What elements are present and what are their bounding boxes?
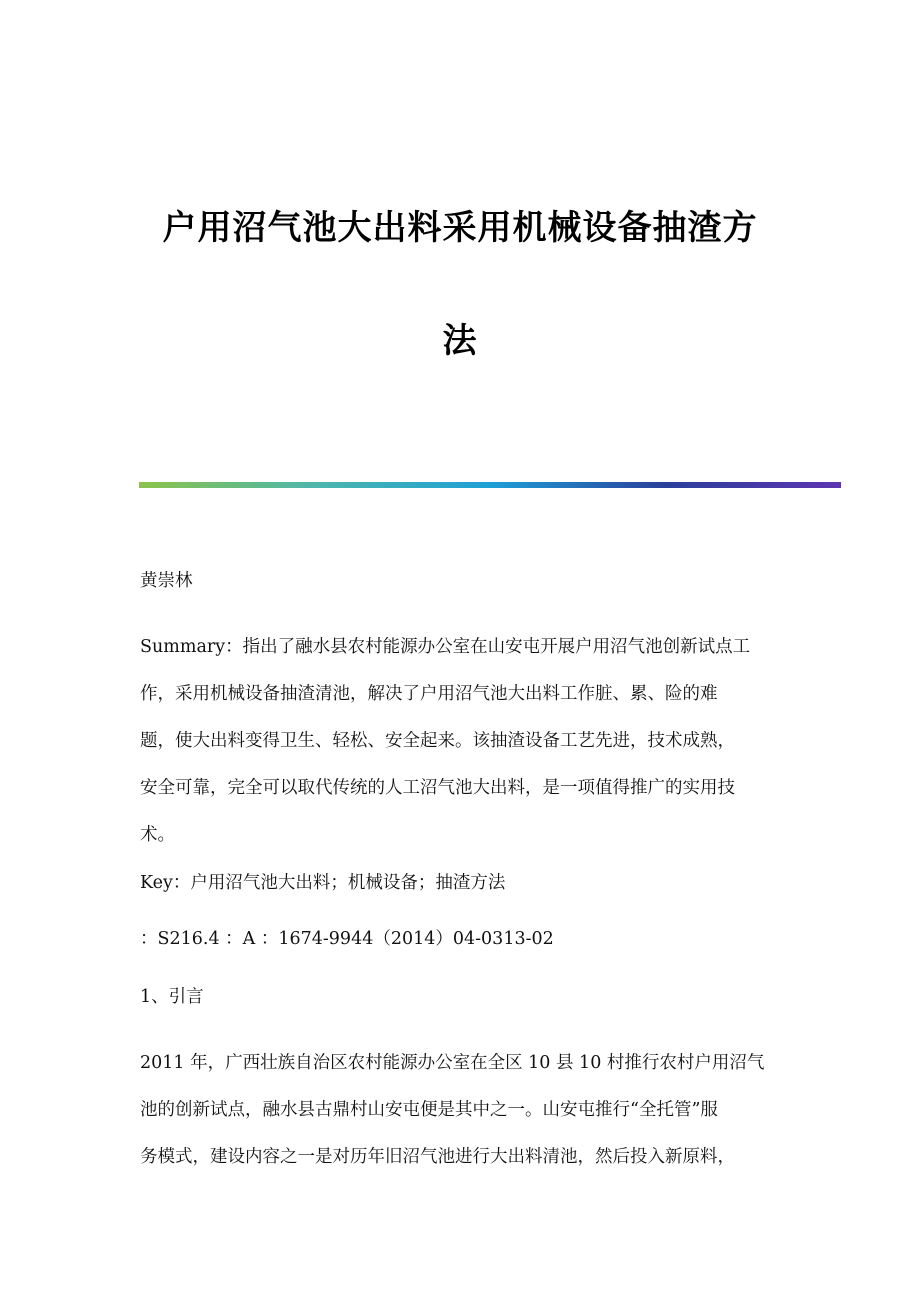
intro-line: 2011 年，广西壮族自治区农村能源办公室在全区 10 县 10 村推行农村户用沼气 — [140, 1053, 765, 1073]
section-heading: 1、引言 — [140, 987, 204, 1007]
title-divider — [139, 482, 841, 488]
classification-line: ：S216.4 ：A ：1674-9944（2014）04-0313-02 — [140, 929, 554, 949]
summary-line: 安全可靠，完全可以取代传统的人工沼气池大出料，是一项值得推广的实用技 — [140, 778, 735, 798]
summary-line: Summary：指出了融水县农村能源办公室在山安屯开展户用沼气池创新试点工 — [140, 637, 751, 657]
summary-line: 术。 — [140, 825, 175, 845]
keywords-line: Key：户用沼气池大出料；机械设备；抽渣方法 — [140, 873, 506, 893]
author-name: 黄崇林 — [140, 571, 193, 591]
intro-paragraph — [140, 1040, 790, 1181]
summary-paragraph — [140, 624, 790, 859]
summary-line: 题，使大出料变得卫生、轻松、安全起来。该抽渣设备工艺先进，技术成熟， — [140, 731, 735, 751]
intro-line: 池的创新试点，融水县古鼎村山安屯便是其中之一。山安屯推行“全托管”服 — [140, 1100, 718, 1120]
document-title — [120, 208, 800, 361]
title-line-2: 法 — [442, 321, 478, 361]
title-line-1: 户用沼气池大出料采用机械设备抽渣方 — [162, 208, 758, 248]
summary-line: 作，采用机械设备抽渣清池，解决了户用沼气池大出料工作脏、累、险的难 — [140, 684, 718, 704]
intro-line: 务模式，建设内容之一是对历年旧沼气池进行大出料清池，然后投入新原料， — [140, 1147, 735, 1167]
